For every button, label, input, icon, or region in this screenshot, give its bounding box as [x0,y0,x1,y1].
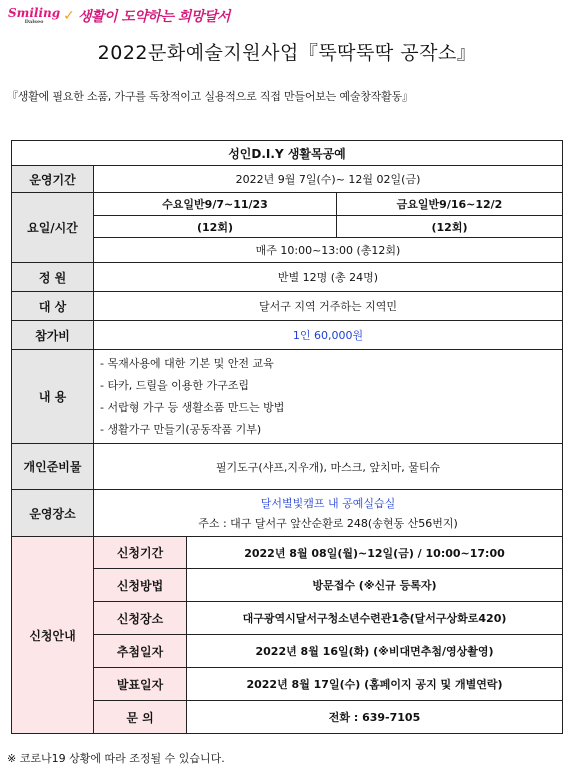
content-label: 내 용 [12,350,94,444]
apply-label: 신청안내 [12,537,94,734]
apply-row-value: 2022년 8월 08일(월)~12일(금) / 10:00~17:00 [187,537,563,569]
smiling-dalseo-logo-icon: Smiling Dalseo [8,6,61,25]
prep-value: 필기도구(샤프,지우개), 마스크, 앞치마, 물티슈 [94,444,563,490]
apply-row-label: 신청기간 [94,537,187,569]
check-mark-icon: ✓ [63,8,75,24]
apply-row-value: 2022년 8월 17일(수) (홈페이지 공지 및 개별연락) [187,668,563,701]
table-row [12,216,563,238]
table-row [12,569,563,602]
capacity-label: 정 원 [12,263,94,292]
table-row [12,238,563,263]
table-header-row [12,141,563,166]
fee-value: 1인 60,000원 [94,321,563,350]
page-subtitle: 『생활에 필요한 소품, 가구를 독창적이고 실용적으로 직접 만들어보는 예술창작활동』 [7,90,413,103]
apply-row-value: 2022년 8월 16일(화) (※비대면추첨/영상촬영) [187,635,563,668]
program-info-table [11,140,563,734]
content-list [94,350,563,444]
fri-count: (12회) [337,216,563,238]
logo [8,4,230,28]
venue-label: 운영장소 [12,490,94,537]
period-value: 2022년 9월 7일(수)~ 12월 02일(금) [94,166,563,193]
venue-cell [94,490,563,537]
page-title: 2022문화예술지원사업『뚝딱뚝딱 공작소』 [97,42,477,64]
table-row [12,292,563,321]
time-value: 매주 10:00~13:00 (총12회) [94,238,563,263]
schedule-label: 요일/시간 [12,193,94,263]
table-row [12,537,563,569]
table-row [12,490,563,537]
apply-row-label: 신청방법 [94,569,187,602]
list-item: - 서랍형 가구 등 생활소품 만드는 방법 [100,400,285,414]
target-value: 달서구 지역 거주하는 지역민 [94,292,563,321]
footnote: ※ 코로나19 상황에 따라 조정될 수 있습니다. [7,752,225,765]
venue-address: 주소 : 대구 달서구 앞산순환로 248(송현동 산56번지) [198,517,458,530]
apply-row-value: 방문접수 (※신규 등록자) [187,569,563,602]
table-row [12,166,563,193]
list-item: - 생활가구 만들기(공동작품 기부) [100,422,262,436]
list-item: - 목재사용에 대한 기본 및 안전 교육 [100,356,274,370]
apply-row-label: 신청장소 [94,602,187,635]
table-row [12,321,563,350]
apply-row-label: 발표일자 [94,668,187,701]
logo-slogan: 생활이 도약하는 희망달서 [77,9,230,25]
capacity-value: 반별 12명 (총 24명) [94,263,563,292]
apply-row-value: 전화 : 639-7105 [187,701,563,734]
table-row [12,193,563,216]
wed-count: (12회) [94,216,337,238]
period-label: 운영기간 [12,166,94,193]
table-row [12,668,563,701]
wed-class: 수요일반9/7~11/23 [94,193,337,216]
table-row [12,350,563,444]
table-row [12,635,563,668]
table-row [12,701,563,734]
table-row [12,602,563,635]
apply-row-label: 문 의 [94,701,187,734]
prep-label: 개인준비물 [12,444,94,490]
list-item: - 타카, 드릴을 이용한 가구조립 [100,378,249,392]
apply-row-label: 추첨일자 [94,635,187,668]
program-name: 성인D.I.Y 생활목공예 [12,141,563,166]
table-row [12,444,563,490]
table-row [12,263,563,292]
target-label: 대 상 [12,292,94,321]
fee-label: 참가비 [12,321,94,350]
fri-class: 금요일반9/16~12/2 [337,193,563,216]
venue-name: 달서별빛캠프 내 공예실습실 [260,497,396,510]
apply-row-value: 대구광역시달서구청소년수련관1층(달서구상화로420) [187,602,563,635]
